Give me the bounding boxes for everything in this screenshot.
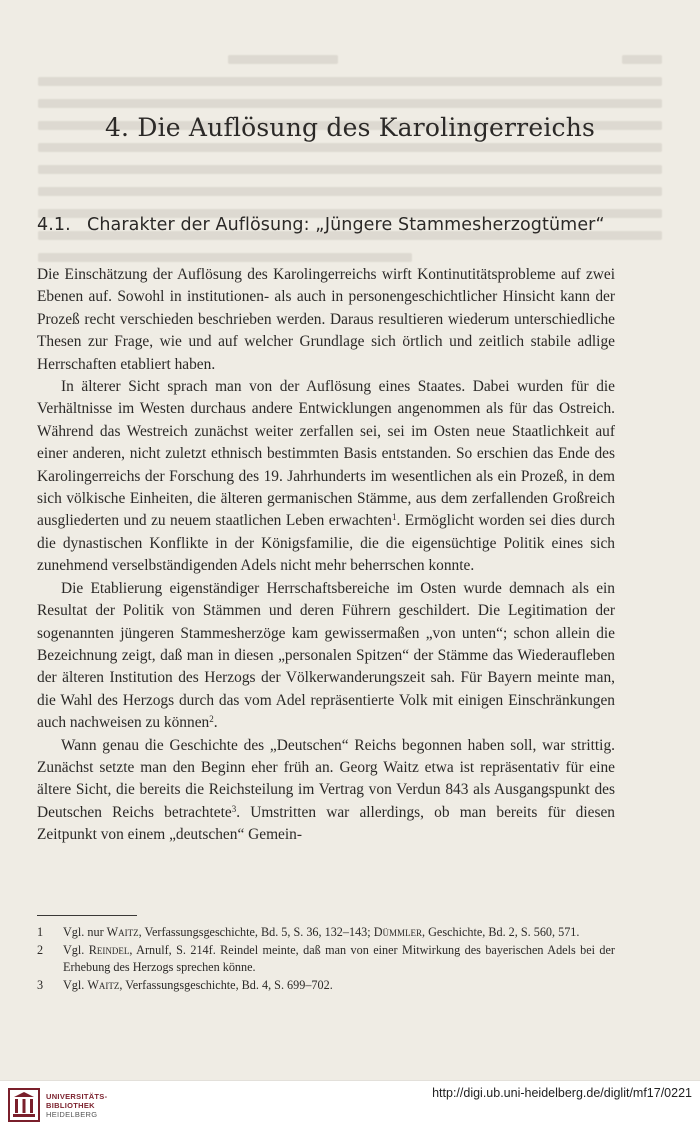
section-title: Charakter der Auflösung: „Jüngere Stammesherzogtümer“ — [87, 215, 605, 235]
body-text — [37, 264, 615, 847]
section-number: 4.1. — [37, 215, 71, 235]
footnote-text: Vgl. Waitz, Verfassungsgeschichte, Bd. 4, S. 699–702. — [63, 977, 333, 992]
footnote — [37, 977, 615, 995]
footnote-number: 1 — [37, 925, 44, 939]
source-url-link[interactable]: http://digi.ub.uni-heidelberg.de/diglit/mf17/0221 — [432, 1086, 692, 1100]
paragraph: In älterer Sicht sprach man von der Auflösung eines Staates. Dabei wurden für die Verhältnisse im Westen durchaus andere Entwicklungen angenommen als für das Ostreich. Während das Westreich zunächst weiter zerfallen sei, sei im Osten neue Staatlichkeit auf einer anderen, nicht zuletzt ethnisch bestimmten Basis entstanden. So erschien das Ende des Karolingerreichs der Forschung des 19. Jahrhunderts im wesentlichen als ein Prozeß, in dem sich völkische Einheiten, die älteren germanischen Stämme, aus dem zerfallenden Großreich ausgliederten und zu neuem staatlichen Leben erwachten$^1$. Ermöglicht worden sei dies durch die dynastischen Konflikte in der Königsfamilie, die die eigensüchtige Politik eines sich zunehmend verselbständigenden Adels nicht mehr beherrschen konnte. — [37, 378, 615, 575]
paragraph: Wann genau die Geschichte des „Deutschen“ Reichs begonnen haben soll, war strittig. Zunächst setzte man den Beginn eher früh an. Georg Waitz etwa ist repräsentativ für eine ältere Sicht, die bereits die Reichsteilung im Vertrag von Verdun 843 als Ausgangspunkt des Deutschen Reichs betrachtete$^3$. Umstritten war allerdings, ob man bereits für diesen Zeitpunkt von einem „deutschen“ Gemein- — [37, 736, 615, 844]
footnote-ref[interactable]: 1 — [391, 512, 397, 523]
chapter-title: 4. Die Auflösung des Karolingerreichs — [104, 113, 596, 142]
show-through-text — [38, 48, 662, 268]
footnote — [37, 924, 615, 942]
paragraph: Die Einschätzung der Auflösung des Karolingerreichs wirft Kontinutitätsprobleme auf zwei Ebenen auf. Sowohl in institutionen- als auch in personengeschichtlicher Hinsicht kann der Prozeß recht verschieden beschrieben werden. Daraus resultieren wiederum unterschiedliche Thesen zur Frage, wie und auf welcher Grundlage sich örtlich und zeitlich stabile adlige Herrschaften etabliert haben. — [37, 266, 615, 373]
footnote-number: 3 — [37, 977, 44, 992]
library-name: UNIVERSITÄTS- BIBLIOTHEK HEIDELBERG — [46, 1091, 108, 1119]
footnote-ref[interactable]: 3 — [231, 803, 237, 814]
library-footer — [0, 1080, 700, 1131]
footnote-ref[interactable]: 2 — [209, 714, 214, 725]
paragraph: Die Etablierung eigenständiger Herrschaftsbereiche im Osten wurde demnach als ein Resultat der Politik von Stämmen und deren Führern geschildert. Die Legitimation der sogenannten jüngeren Stammesherzöge kam gewissermaßen „von unten“; schon allein die Bezeichnung zeigt, daß man in diesen „personalen Spitzen“ der Stämme das Wiederaufleben der älteren Institution des Herzogs der Völkerwanderungszeit sah. Für Bayern meinte man, die Wahl des Herzogs durch das vom Adel repräsentierte Volk mit einigen Einschränkungen auch nachweisen zu können$^2$. — [37, 579, 615, 732]
footnote-text: Vgl. nur Waitz, Verfassungsgeschichte, Bd. 5, S. 36, 132–143; Dümmler, Geschichte, Bd. 2, S. 560, 571. — [63, 925, 580, 939]
section-heading — [37, 215, 605, 235]
footnote-number: 2 — [37, 942, 44, 957]
library-logo[interactable] — [8, 1087, 107, 1123]
footnote-text: Vgl. Reindel, Arnulf, S. 214f. Reindel meinte, daß man von einer Mitwirkung des bayerischen Adels bei der Erhebung des Herzogs sprechen könne. — [63, 942, 615, 974]
footnotes — [37, 924, 615, 994]
footnote — [37, 942, 615, 977]
university-library-icon — [8, 1087, 40, 1123]
footnote-divider — [37, 915, 137, 916]
